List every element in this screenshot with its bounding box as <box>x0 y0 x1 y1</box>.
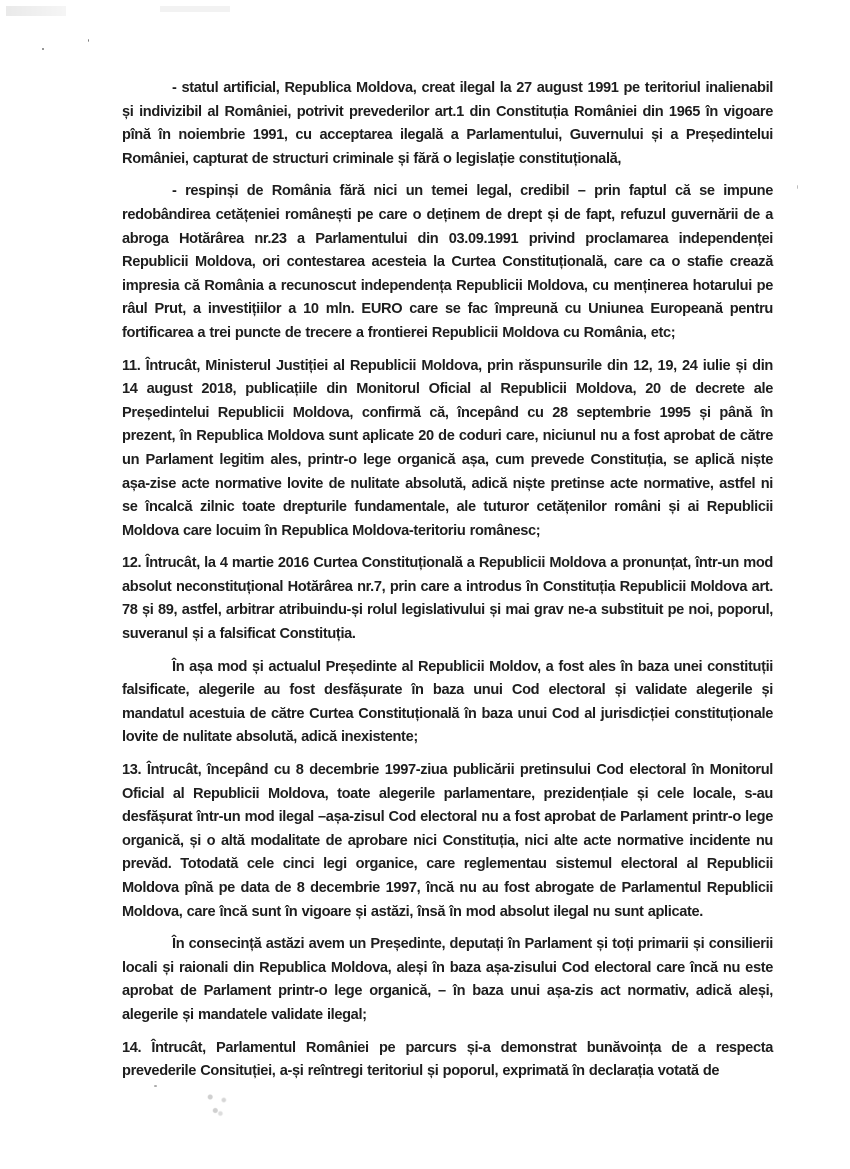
paragraph-point-13-continuation: În consecință astăzi avem un Președinte, deputați în Parlament și toți primarii și consilierii locali și raionali din Republica Moldova, aleși în baza așa-zisului Cod electoral care încă nu este aprobat de Parlament printr-o lege organică, – în baza unui așa-zis act normativ, adică aleși, alegerile și mandatele validate ilegal; <box>122 936 773 1023</box>
scan-artifact <box>6 6 66 16</box>
document-page <box>122 77 773 1093</box>
paragraph-point-11: 11. Întrucât, Ministerul Justiției al Republicii Moldova, prin răspunsurile din 12, 19, 24 iulie și din 14 august 2018, publicațiile din Monitorul Oficial al Republicii Moldova, 20 de decrete ale Președintelui Republicii Moldova, confirmă că, începând cu 28 septembrie 1995 și până în prezent, în Republica Moldova sunt aplicate 20 de coduri care, niciunul nu a fost aprobat de către un Parlament legitim ales, printr-o lege organică așa, cum prevede Constituția, se aplică niște așa-zise acte normative lovite de nulitate absolută, adică niște pretinse acte normative, astfel ni se încalcă zilnic toate drepturile fundamentale, ale tuturor cetățenilor români și ai Republicii Moldova care locuim în Republica Moldova-teritoriu românesc; <box>122 357 773 539</box>
scan-speck <box>88 39 89 42</box>
paragraph-point-12: 12. Întrucât, la 4 martie 2016 Curtea Constituțională a Republicii Moldova a pronunțat, într-un mod absolut neconstituțional Hotărârea nr.7, prin care a introdus în Constituția Republicii Moldova art. 78 și 89, astfel, arbitrar atribuindu-și rolul legislativului și mai grav ne-a substituit pe noi, poporul, suveranul și a falsificat Constituția. <box>122 555 773 643</box>
paragraph-point-13: 13. Întrucât, începând cu 8 decembrie 1997-ziua publicării pretinsului Cod electoral în Monitorul Oficial al Republicii Moldova, toate alegerile parlamentare, prezidențiale și cele locale, s-au desfășurat într-un mod ilegal –așa-zisul Cod electoral nu a fost aprobat de Parlament printr-o lege organică, și o altă modalitate de aprobare nici Constituția, nici alte acte normative incidente nu prevăd. Totodată cele cinci legi organice, care reglementau sistemul electoral al Republicii Moldova pînă pe data de 8 decembrie 1997, încă nu au fost abrogate de Parlamentul Republicii Moldova, care încă sunt în vigoare și astăzi, însă în mod absolut ilegal nu sunt aplicate. <box>122 762 773 920</box>
paragraph-point-14: 14. Întrucât, Parlamentul României pe parcurs și-a demonstrat bunăvoința de a respecta prevederile Consituției, a-și reîntregi teritoriul și poporul, exprimată în declarația votată de <box>122 1039 773 1080</box>
scan-artifact <box>160 6 230 12</box>
paragraph-point-12-continuation: În așa mod și actualul Președinte al Republicii Moldov, a fost ales în baza unei constituții falsificate, alegerile au fost desfășurate în baza unui Cod electoral și validate alegerile și mandatul acestuia de către Curtea Constituțională în baza unui Cod al jurisdicției constituționale lovite de nulitate absolută, adică inexistente; <box>122 658 773 746</box>
paragraph-respinsi: - respinși de România fără nici un temei legal, credibil – prin faptul că se impune redobândirea cetățeniei românești pe care o deținem de drept și de fapt, refuzul guvernării de a abroga Hotărârea nr.23 a Parlamentului din 03.09.1991 privind proclamarea independenței Republicii Moldova, ori contestarea acesteia la Curtea Constituțională, care ca o stafie crează impresia că România a recunoscut independența Republicii Moldova, cu menținerea hotarului pe râul Prut, a investițiilor a 10 mln. EURO care se fac împreună cu Uniunea Europeană pentru fortificarea a trei puncte de trecere a frontierei Republicii Moldova cu România, etc; <box>122 183 773 341</box>
paragraph-statul-artificial: - statul artificial, Republica Moldova, creat ilegal la 27 august 1991 pe teritoriul inalienabil și indivizibil al României, potrivit prevederilor art.1 din Constituția României din 1965 în vigoare pînă în noiembrie 1991, cu acceptarea ilegală a Parlamentului, Guvernului și a Președintelui României, capturat de structuri criminale și fără o legislație constituțională, <box>122 80 773 167</box>
scan-speck <box>797 185 798 189</box>
scan-speck <box>42 48 44 50</box>
